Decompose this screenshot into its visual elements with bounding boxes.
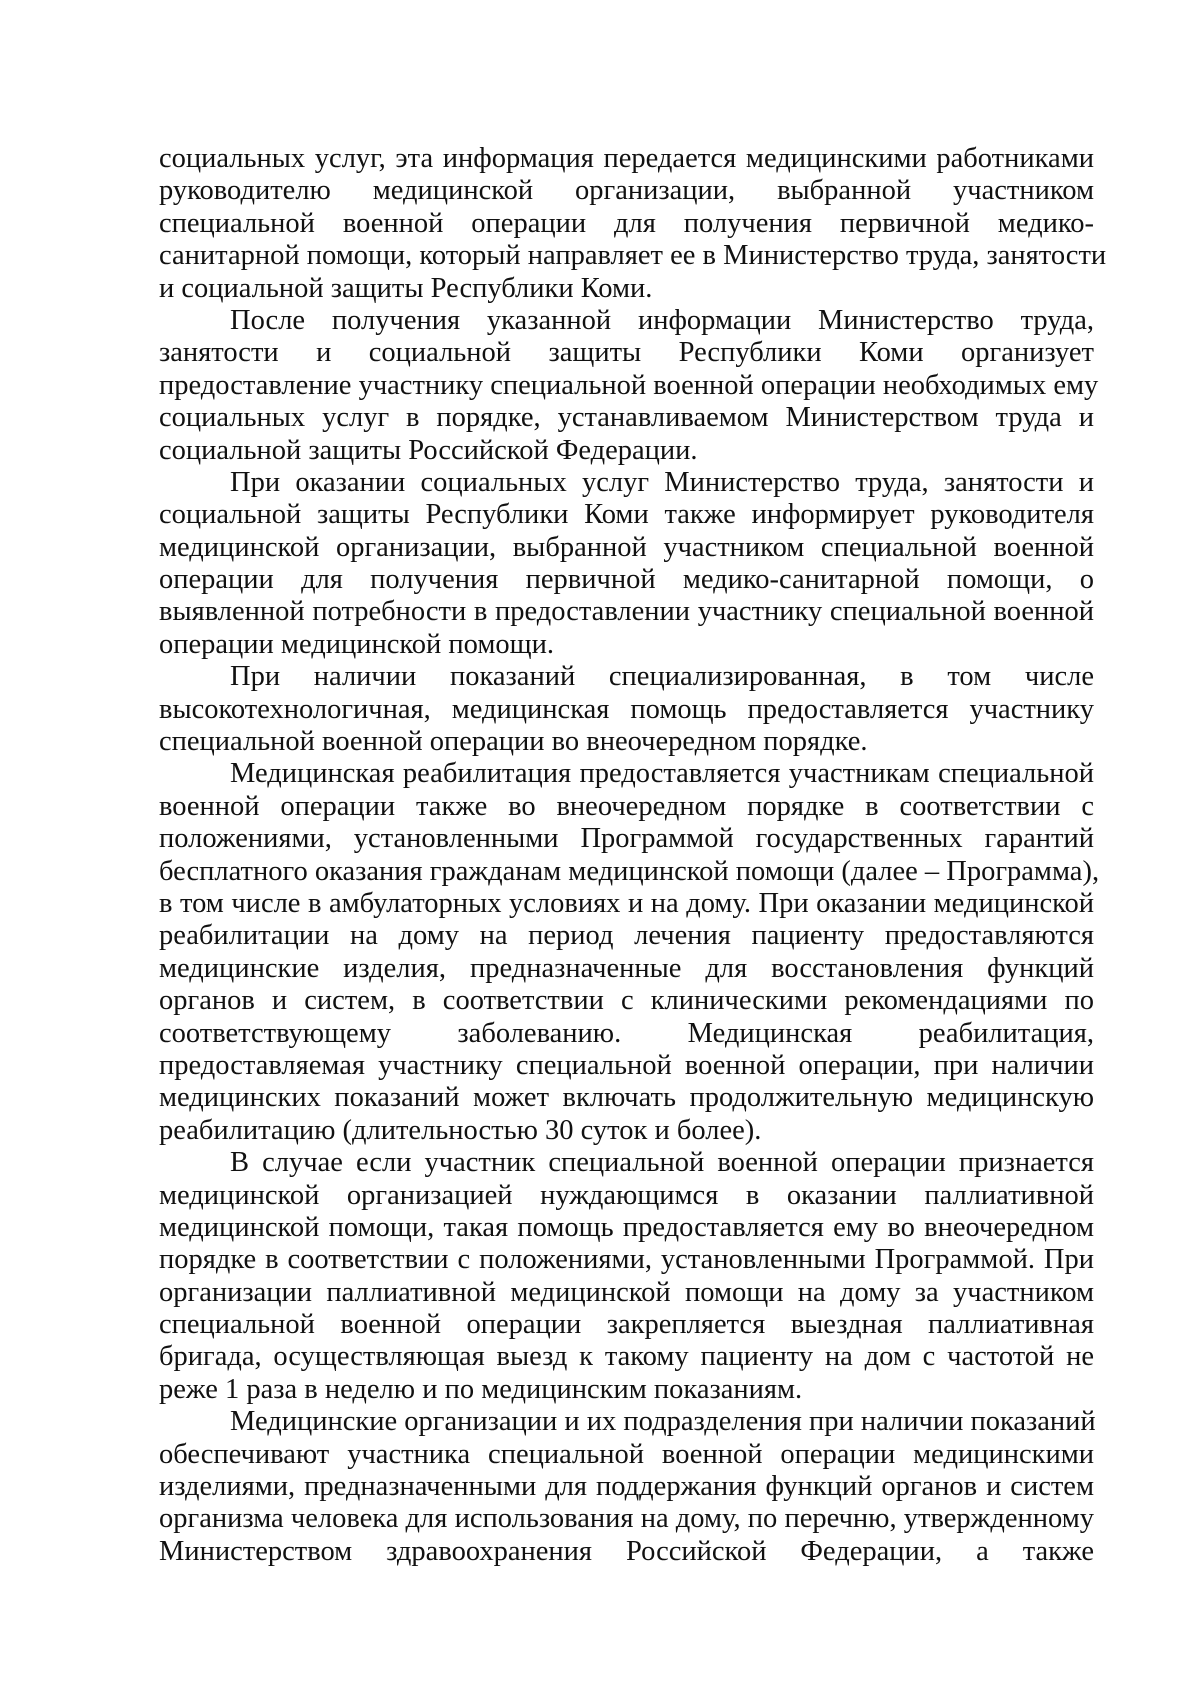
text-line: бригада, осуществляющая выезд к такому пациенту на дом с частотой не <box>159 1341 1094 1373</box>
text-line: организации паллиативной медицинской помощи на дому за участником <box>159 1276 1094 1308</box>
text-line: При наличии показаний специализированная, в том числе <box>230 661 1094 693</box>
text-line: военной операции также во внеочередном порядке в соответствии с <box>159 790 1094 822</box>
text-line: медицинской помощи, такая помощь предоставляется ему во внеочередном <box>159 1211 1094 1243</box>
text-line: предоставление участнику специальной военной операции необходимых ему <box>159 369 1099 401</box>
text-line: санитарной помощи, который направляет ее в Министерство труда, занятости <box>159 240 1107 272</box>
text-line: выявленной потребности в предоставлении участнику специальной военной <box>159 596 1094 628</box>
paragraph-2 <box>159 304 1099 467</box>
text-line: и социальной защиты Республики Коми. <box>159 272 653 304</box>
text-line: специальной военной операции для получения первичной медико- <box>159 207 1094 239</box>
text-line: предоставляемая участнику специальной военной операции, при наличии <box>159 1049 1094 1081</box>
text-line: занятости и социальной защиты Республики Коми организует <box>159 337 1094 369</box>
text-line: Медицинские организации и их подразделения при наличии показаний <box>230 1406 1096 1438</box>
text-line: порядке в соответствии с положениями, установленными Программой. При <box>159 1244 1094 1276</box>
paragraph-4 <box>159 661 1094 758</box>
document-body <box>159 143 1107 1568</box>
text-line: высокотехнологичная, медицинская помощь предоставляется участнику <box>159 693 1094 725</box>
text-line: медицинской организацией нуждающимся в оказании паллиативной <box>159 1179 1094 1211</box>
text-line: Медицинская реабилитация предоставляется участникам специальной <box>230 758 1094 790</box>
text-line: социальных услуг, эта информация передается медицинскими работниками <box>159 143 1094 174</box>
text-line: операции медицинской помощи. <box>159 628 554 660</box>
text-line: организма человека для использования на дому, по перечню, утвержденному <box>159 1503 1094 1535</box>
text-line: специальной военной операции закрепляется выездная паллиативная <box>159 1309 1094 1341</box>
text-line: реабилитации на дому на период лечения пациенту предоставляются <box>159 920 1094 952</box>
text-line: органов и систем, в соответствии с клиническими рекомендациями по <box>159 985 1094 1017</box>
text-line: Министерством здравоохранения Российской Федерации, а также <box>159 1535 1094 1567</box>
paragraph-3 <box>159 467 1094 661</box>
paragraph-5 <box>159 758 1100 1147</box>
paragraph-7 <box>159 1406 1094 1568</box>
text-line: медицинских показаний может включать продолжительную медицинскую <box>159 1082 1094 1114</box>
text-line: соответствующему заболеванию. Медицинская реабилитация, <box>159 1017 1094 1049</box>
paragraph-6 <box>159 1147 1094 1406</box>
text-line: положениями, установленными Программой государственных гарантий <box>159 823 1094 855</box>
text-line: медицинской организации, выбранной участником специальной военной <box>159 531 1094 563</box>
text-line: медицинские изделия, предназначенные для восстановления функций <box>159 952 1094 984</box>
text-line: социальных услуг в порядке, устанавливаемом Министерством труда и <box>159 402 1094 434</box>
paragraph-1 <box>159 143 1107 305</box>
text-line: реабилитацию (длительностью 30 суток и более). <box>159 1114 762 1146</box>
text-line: бесплатного оказания гражданам медицинской помощи (далее – Программа), <box>159 855 1100 887</box>
text-line: операции для получения первичной медико-санитарной помощи, о <box>159 564 1094 596</box>
text-line: руководителю медицинской организации, выбранной участником <box>159 175 1094 207</box>
text-line: изделиями, предназначенными для поддержания функций органов и систем <box>159 1471 1094 1503</box>
text-line: специальной военной операции во внеочередном порядке. <box>159 726 868 758</box>
text-line: обеспечивают участника специальной военной операции медицинскими <box>159 1438 1094 1470</box>
text-line: В случае если участник специальной военной операции признается <box>230 1147 1094 1179</box>
text-line: социальной защиты Российской Федерации. <box>159 434 698 466</box>
text-line: После получения указанной информации Министерство труда, <box>230 304 1094 336</box>
text-line: в том числе в амбулаторных условиях и на дому. При оказании медицинской <box>159 887 1094 919</box>
text-line: При оказании социальных услуг Министерство труда, занятости и <box>230 466 1094 498</box>
text-line: реже 1 раза в неделю и по медицинским показаниям. <box>159 1373 803 1405</box>
text-line: социальной защиты Республики Коми также информирует руководителя <box>159 499 1094 531</box>
